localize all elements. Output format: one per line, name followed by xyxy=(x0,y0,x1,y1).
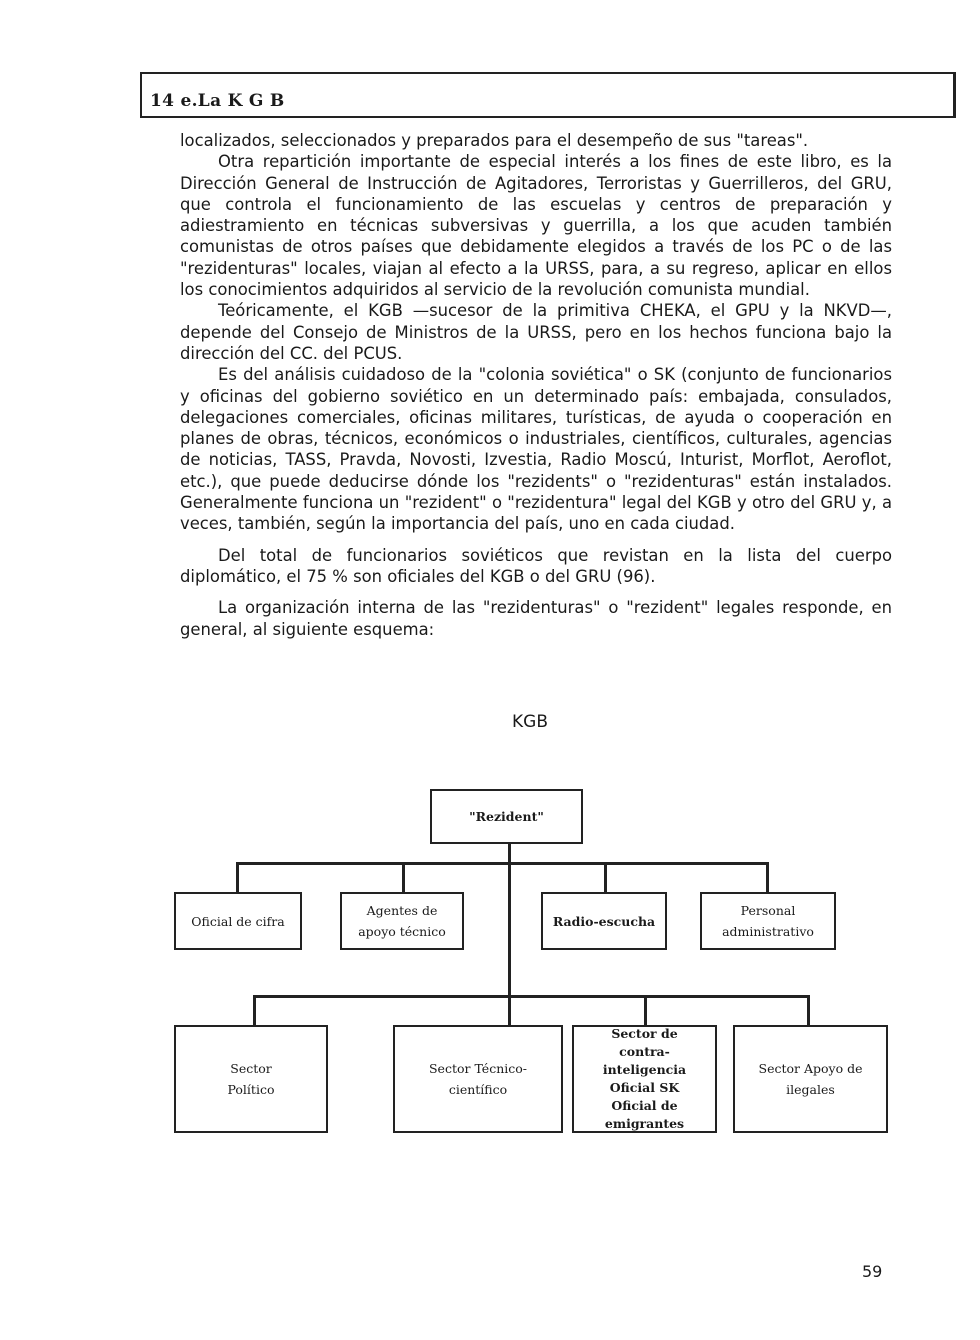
paragraph-2: Otra repartición importante de especial interés a los fines de este libro, es la Dirección General de Instrucción de Agitadores, Terroristas y Guerrilleros, del GRU, que controla el funcionamiento de las escuelas y centros de preparación y adiestramiento en técnicas subversivas y guerrilla, a los que acuden también comunistas de otros países que debidamente elegidos a través de los PC o de las "rezidenturas" locales, viajan al efecto a la URSS, para, a su regreso, aplicar en ellos los conocimientos adquiridos al servicio de la revolución comunista mundial. xyxy=(180,152,892,300)
node-personal-administrativo: Personal administrativo xyxy=(700,892,836,950)
connector-spine xyxy=(508,862,511,997)
node-rezident: "Rezident" xyxy=(430,789,583,844)
connector-row2-horizontal xyxy=(253,995,810,998)
node-radio-escucha: Radio-escucha xyxy=(541,892,667,950)
connector-row1-drop-4 xyxy=(766,862,769,892)
connector-row1-horizontal xyxy=(236,862,769,865)
connector-row1-drop-3 xyxy=(604,862,607,892)
paragraph-1: localizados, seleccionados y preparados para el desempeño de sus "tareas". xyxy=(180,131,809,150)
paragraph-6: La organización interna de las "rezidenturas" o "rezident" legales responde, en general, al siguiente esquema: xyxy=(180,598,892,639)
chapter-title: 14 e.La K G B xyxy=(150,91,285,111)
page-number: 59 xyxy=(862,1262,883,1281)
connector-row2-drop-3 xyxy=(644,995,647,1025)
paragraph-3: Teóricamente, el KGB —sucesor de la primitiva CHEKA, el GPU y la NKVD—, depende del Consejo de Ministros de la URSS, pero en los hechos funciona bajo la dirección del CC. del PCUS. xyxy=(180,301,892,363)
connector-row1-drop-1 xyxy=(236,862,239,892)
connector-row2-drop-4 xyxy=(807,995,810,1025)
paragraph-5: Del total de funcionarios soviéticos que revistan en la lista del cuerpo diplomático, el 75 % son oficiales del KGB o del GRU (96). xyxy=(180,545,892,586)
node-sector-politico: Sector Político xyxy=(174,1025,328,1133)
paragraph-4: Es del análisis cuidadoso de la "colonia soviética" o SK (conjunto de funcionarios y oficinas del gobierno soviético en un determinado país: embajada, consulados, delegaciones comerciales, oficinas militares, turísticas, de ayuda o cooperación en planes de obras, técnicos, económicos o industriales, científicos, culturales, agencias de noticias, TASS, Pravda, Novosti, Izvestia, Radio Moscú, Inturist, Morflot, Aeroflot, etc.), que puede deducirse dónde los "rezidents" o "rezidenturas" están instalados. Generalmente funciona un "rezident" o "rezidentura" legal del KGB y otro del GRU y, a veces, también, según la importancia del país, uno en cada ciudad. xyxy=(180,365,892,534)
connector-row2-drop-2 xyxy=(508,995,511,1025)
node-oficial-de-cifra: Oficial de cifra xyxy=(174,892,302,950)
node-sector-apoyo-ilegales: Sector Apoyo de ilegales xyxy=(733,1025,888,1133)
connector-top-vertical xyxy=(508,843,511,863)
node-sector-tecnico-cientifico: Sector Técnico-científico xyxy=(393,1025,563,1133)
connector-row2-drop-1 xyxy=(253,995,256,1025)
node-sector-contrainteligencia: Sector de contra-inteligencia Oficial SK Oficial de emigrantes xyxy=(572,1025,717,1133)
connector-row1-drop-2 xyxy=(402,862,405,892)
org-chart-title: KGB xyxy=(512,712,548,732)
node-agentes-apoyo-tecnico: Agentes de apoyo técnico xyxy=(340,892,464,950)
page-header xyxy=(140,72,956,118)
body-text xyxy=(180,130,892,640)
